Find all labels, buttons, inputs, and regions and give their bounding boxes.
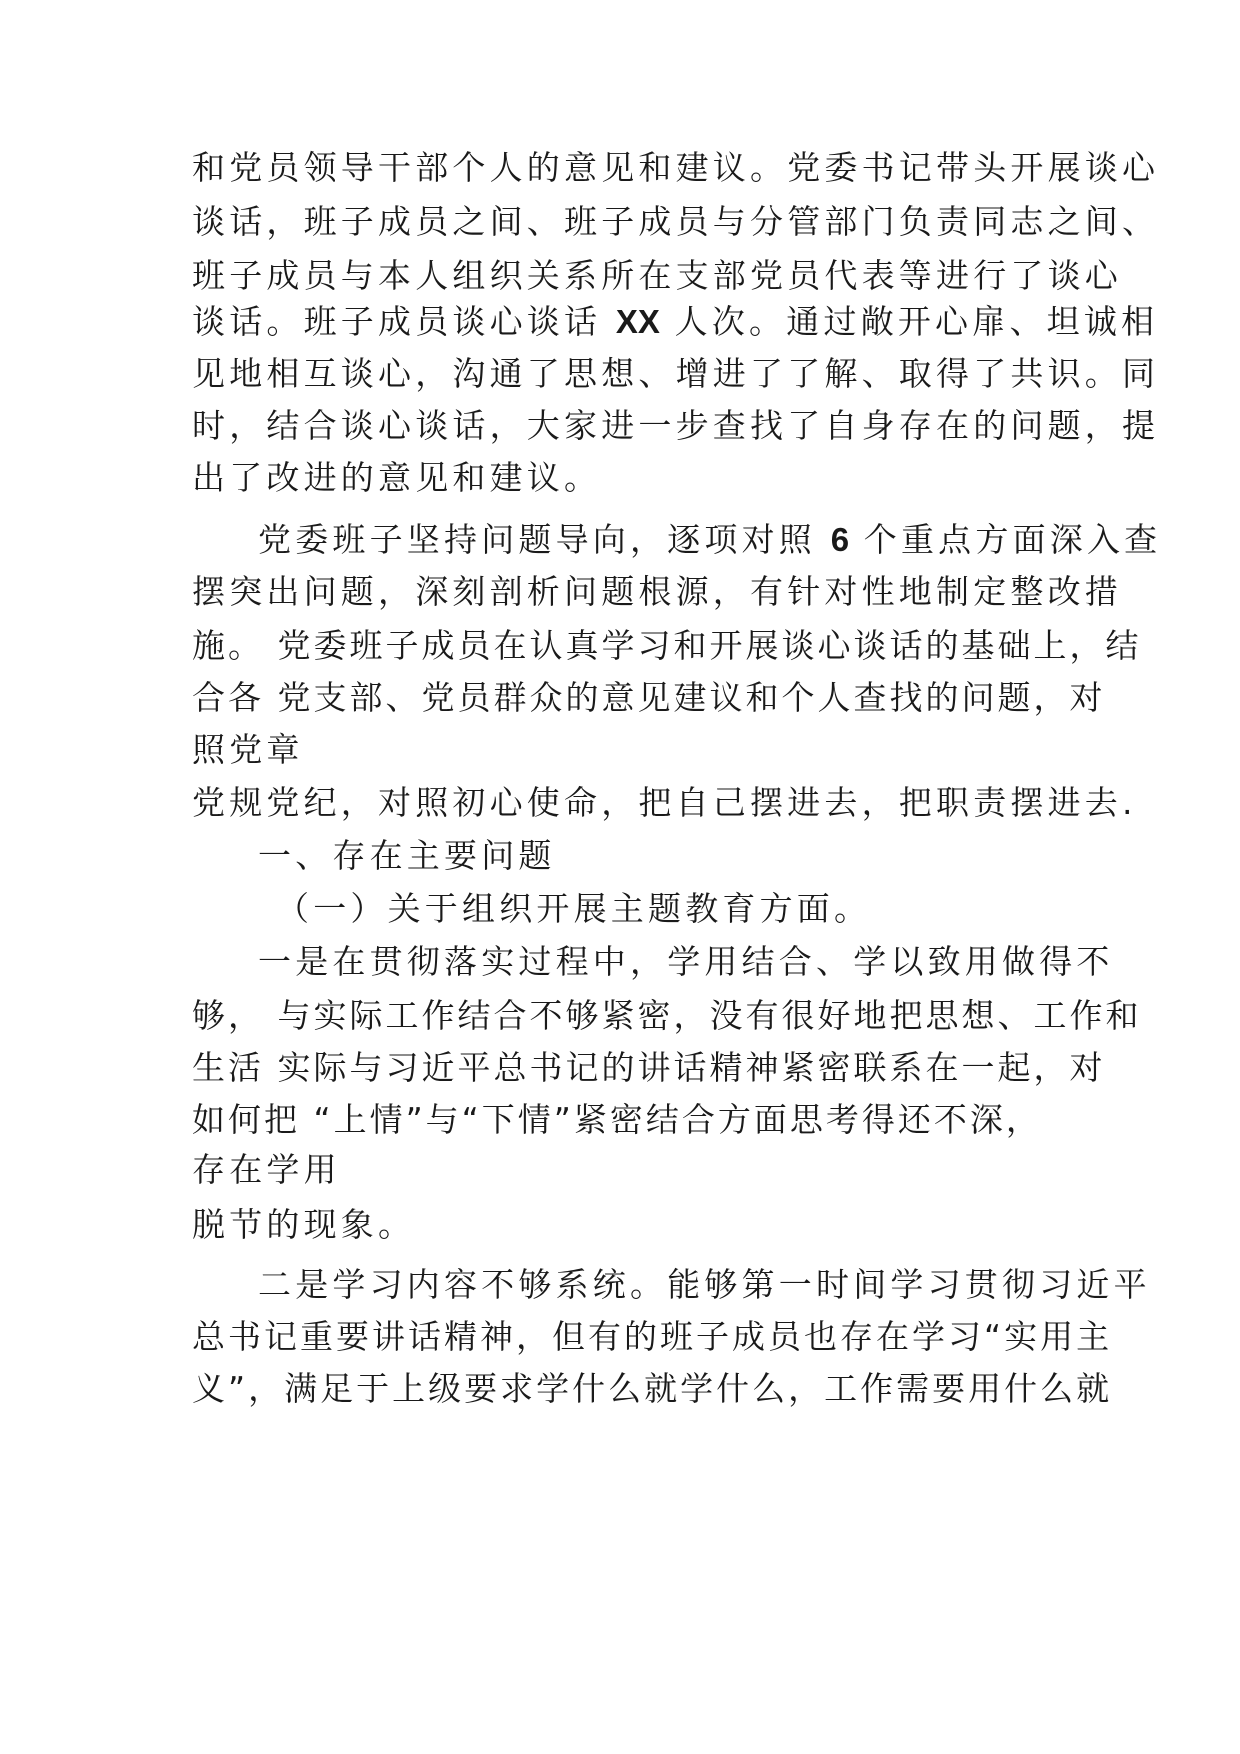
paragraph-line: 时，结合谈心谈话，大家进一步查找了自身存在的问题，提: [192, 406, 1160, 445]
text-segment: 人次。通过敞开心扉、坦诚相: [674, 302, 1159, 341]
text-segment: 谈话。班子成员谈心谈话: [192, 302, 602, 341]
paragraph-line: [192, 302, 1158, 342]
paragraph-line: 班子成员与本人组织关系所在支部党员代表等进行了谈心: [192, 256, 1122, 295]
paragraph-line: 施。 党委班子成员在认真学习和开展谈心谈话的基础上，结: [192, 626, 1142, 665]
paragraph-line: [258, 520, 1161, 560]
paragraph-line: 党规党纪，对照初心使命，把自己摆进去，把职责摆进去.: [192, 783, 1137, 822]
count-number: 6: [830, 521, 850, 558]
paragraph-line: 生活 实际与习近平总书记的讲话精神紧密联系在一起，对: [192, 1048, 1106, 1087]
paragraph-line: 存在学用: [192, 1150, 341, 1189]
paragraph-line: 如何把 “上情”与“下情”紧密结合方面思考得还不深，: [192, 1100, 1042, 1139]
paragraph-line: 合各 党支部、党员群众的意见建议和个人查找的问题，对: [192, 678, 1106, 717]
paragraph-line: 出了改进的意见和建议。: [192, 458, 602, 497]
paragraph-line: 脱节的现象。: [192, 1205, 416, 1244]
paragraph-line: 见地相互谈心，沟通了思想、增进了了解、取得了共识。同: [192, 354, 1160, 393]
subsection-heading: （一）关于组织开展主题教育方面。: [276, 889, 872, 928]
text-segment: 个重点方面深入查: [863, 520, 1162, 559]
paragraph-line: 照党章: [192, 730, 304, 769]
section-heading: 一、存在主要问题: [258, 836, 556, 875]
paragraph-line: 摆突出问题，深刻剖析问题根源，有针对性地制定整改措: [192, 572, 1122, 611]
paragraph-line: 谈话，班子成员之间、班子成员与分管部门负责同志之间、: [192, 202, 1160, 241]
paragraph-line: 义”，满足于上级要求学什么就学什么，工作需要用什么就: [192, 1369, 1113, 1408]
paragraph-line: 够， 与实际工作结合不够紧密，没有很好地把思想、工作和: [192, 996, 1142, 1035]
paragraph-line: 和党员领导干部个人的意见和建议。党委书记带头开展谈心: [192, 148, 1160, 187]
paragraph-line: 一是在贯彻落实过程中，学用结合、学以致用做得不: [258, 942, 1114, 981]
paragraph-line: 二是学习内容不够系统。能够第一时间学习贯彻习近平: [258, 1265, 1151, 1304]
count-placeholder: XX: [615, 303, 660, 340]
text-segment: 党委班子坚持问题导向，逐项对照: [258, 520, 816, 559]
paragraph-line: 总书记重要讲话精神，但有的班子成员也存在学习“实用主: [192, 1317, 1113, 1356]
